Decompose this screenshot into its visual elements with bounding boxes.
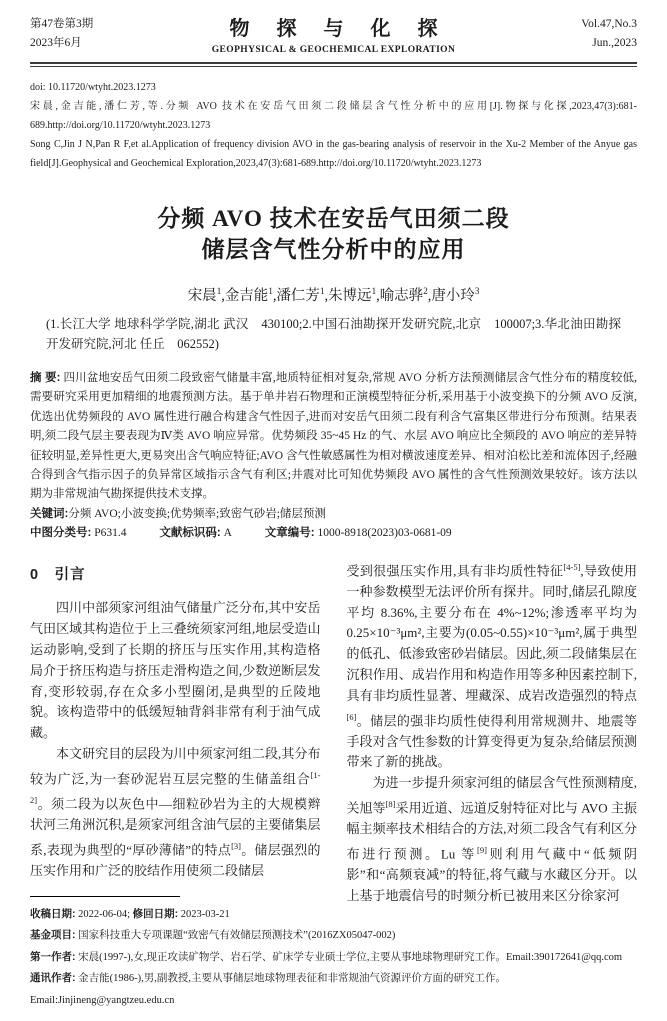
body-paragraph: 四川中部须家河组油气储量广泛分布,其中安岳气田区域其构造位于上三叠统须家河组,地层受造山运动影响,受到了长期的挤压与压实作用,其构造格局介于挤压构造与挤压走滑构造之间,少数逆断层发育,变形较弱,存在众多小型圈闭,是典型的丘陵地貌。该构造带中的低缓短轴背斜非常有利于油气成藏。 (30, 600, 321, 741)
journal-vol-en: Vol.47,No.3 (581, 17, 637, 30)
article-id-group (265, 527, 452, 539)
article-title-line1: 分频 AVO 技术在安岳气田须二段 (157, 206, 510, 231)
author-name: 唐小玲$^3$ (431, 286, 480, 304)
keywords-text: 分频 AVO;小波变换;优势频率;致密气砂岩;储层预测 (68, 507, 326, 520)
abstract-block (30, 369, 637, 544)
abstract-text: 四川盆地安岳气田须二段致密气储量丰富,地质特征相对复杂,常规 AVO 分析方法预测储层含气性分布的精度较低,需要研究采用更加精细的地震预测方法。基于单井岩石物理和正演模型特征分析,采用基于小波变换下的分频 AVO 反演,优选出优势频段的 AVO 属性进行融合构建含气性因子,进而对安岳气田须二段有利含气富集区带进行分布预测。结果表明,须二段气层主要表现为Ⅳ类 AVO 响应异常。优势频段 35~45 Hz 的气、水层 AVO 响应比全频段的 AVO 响应的差异特征较明显,差异性更大,更易突出含气响应特征;AVO 含气性敏感属性为相对横波速度差异、相对泊松比差和流体因子,经融合得到含气指示因子的负异常区域指示含气有利区;井震对比可知优势频段 AVO 属性的含气性预测效果较好。该方法以期为非常规油气勘探提供技术支撑。 (30, 372, 637, 501)
footnote-line (30, 925, 637, 947)
citation-cn: 宋晨,金吉能,潘仁芳,等.分频 AVO 技术在安岳气田须二段储层含气性分析中的应用[J].物探与化探,2023,47(3):681-689.http://doi.org/10.11720/wtyht.2023.1273 (30, 101, 637, 131)
citation-block (30, 78, 637, 173)
abstract-label: 摘 要: (30, 372, 61, 384)
footnote-text: 2022-06-04; (75, 908, 133, 920)
journal-title-cn: 物 探 与 化 探 (229, 18, 449, 40)
journal-volume-block (455, 15, 637, 53)
doc-code-group (159, 527, 232, 539)
keywords-label: 关键词: (30, 507, 69, 520)
author-name: 金吉能$^1$ (224, 286, 273, 304)
clc-value: P631.4 (94, 527, 127, 540)
keywords-line (30, 505, 637, 524)
author-name: 喻志骅$^2$ (379, 286, 428, 304)
article-id-value: 1000-8918(2023)03-0681-09 (317, 527, 452, 540)
doc-code-value: A (223, 527, 232, 540)
right-column (347, 557, 638, 907)
footnote-label: 收稿日期: (30, 907, 76, 920)
article-title-line2: 储层含气性分析中的应用 (201, 237, 466, 262)
body-paragraph: 为进一步提升须家河组的储层含气性预测精度,关旭等[8]采用近道、远道反射特征对比与 AVO 主振幅主频率技术相结合的方法,对须二段含气有利区分布进行预测。Lu 等[9]则利用气藏中“低频阴影”和“高频衰减”的特征,将气藏与水藏区分开。以上基于地震信号的时频分析已被用来区分徐家河 (346, 775, 637, 903)
author-name: 潘仁芳$^1$ (276, 286, 325, 304)
footnote-text: 国家科技重大专项课题“致密气有效储层预测技术”(2016ZX05047-002) (75, 930, 396, 941)
doc-code-label: 文献标识码: (159, 527, 221, 540)
footnote-label: 第一作者: (30, 950, 76, 963)
footnote-block (30, 896, 637, 1012)
left-column (30, 557, 321, 907)
body-columns (30, 557, 637, 907)
footnote-label: 修回日期: (132, 907, 179, 920)
footnote-divider (30, 896, 180, 897)
authors-line: 宋晨$^1$,金吉能$^1$,潘仁芳$^1$,朱博远$^1$,喻志骅$^2$,唐小玲$^3$ (187, 286, 480, 304)
body-paragraph: 受到很强压实作用,具有非均质性特征[4-5],导致使用一种参数模型无法评价所有探井。同时,储层孔隙度平均 8.36%,主要分布在 4%~12%;渗透率平均为 0.25×10⁻³μm²,主要为(0.05~0.55)×10⁻³μm²,属于典型的低孔、低渗致密砂岩储层。因此,须二段储集层在沉积作用、成岩作用和构造作用等多种因素控制下,具有非均质性显著、埋藏深、成岩改造强烈的特点[6]。储层的强非均质性使得利用常规测井、地震等手段对含气性参数的计算变得更为复杂,给储层预测带来了新的挑战。 (346, 561, 637, 770)
footnote-line (30, 947, 637, 969)
author-name: 宋晨$^1$ (187, 286, 222, 304)
journal-title-block (212, 12, 455, 55)
clc-group (30, 527, 127, 539)
journal-title-en: GEOPHYSICAL & GEOCHEMICAL EXPLORATION (211, 45, 456, 55)
doi-line: doi: 10.11720/wtyht.2023.1273 (30, 82, 156, 93)
journal-date-en: Jun.,2023 (592, 36, 637, 49)
citation-en: Song C,Jin J N,Pan R F,et al.Application of frequency division AVO in the gas-bearing analysis of reservoir in the Xu-2 Member of the Anyue gas field[J].Geophysical and Geochemical Exploration,2023,47(3):681-689.http://doi.org/10.11720/wtyht.2023.1273 (30, 139, 637, 169)
footnote-line (30, 904, 637, 926)
footnote-text: 2023-03-21 (178, 908, 230, 920)
journal-date-cn: 2023年6月 (30, 36, 82, 49)
footnote-text: 金吉能(1986-),男,副教授,主要从事储层地球物理表征和非常规油气资源评价方面的研究工作。Email:Jinjineng@yangtzeu.edu.cn (30, 973, 506, 1006)
body-paragraph: 本文研究目的层段为川中须家河组二段,其分布较为广泛,为一套砂泥岩互层完整的生储盖组合[1-2]。须二段为以灰色中—细粒砂岩为主的大规模辫状河三角洲沉积,是须家河组含油气层的主要储集层系,表现为典型的“厚砂薄储”的特点[3]。储层强烈的压实作用和广泛的胶结作用使须二段储层 (30, 746, 321, 878)
article-id-label: 文章编号: (264, 527, 315, 540)
journal-issue-cn: 第47卷第3期 (30, 17, 94, 30)
footnote-label: 基金项目: (30, 929, 76, 941)
journal-issue-block (30, 15, 212, 53)
footnotes (30, 904, 637, 1012)
author-name: 朱博远$^1$ (328, 286, 377, 304)
classification-line (30, 524, 637, 543)
abstract-paragraph (30, 369, 637, 505)
header-divider (30, 62, 637, 67)
affiliation: (1.长江大学 地球科学学院,湖北 武汉 430100;2.中国石油勘探开发研究院,北京 100007;3.华北油田勘探开发研究院,河北 任丘 062552) (46, 317, 621, 351)
footnote-text: 宋晨(1997-),女,现正攻读矿物学、岩石学、矿床学专业硕士学位,主要从事地球物理研究工作。Email:390172641@qq.com (75, 951, 623, 963)
footnote-line (30, 968, 637, 1011)
journal-header (30, 12, 637, 55)
footnote-label: 通讯作者: (30, 972, 76, 984)
article-title (30, 203, 637, 265)
section-heading-introduction: 0 引言 (30, 566, 86, 583)
clc-label: 中图分类号: (30, 527, 92, 540)
